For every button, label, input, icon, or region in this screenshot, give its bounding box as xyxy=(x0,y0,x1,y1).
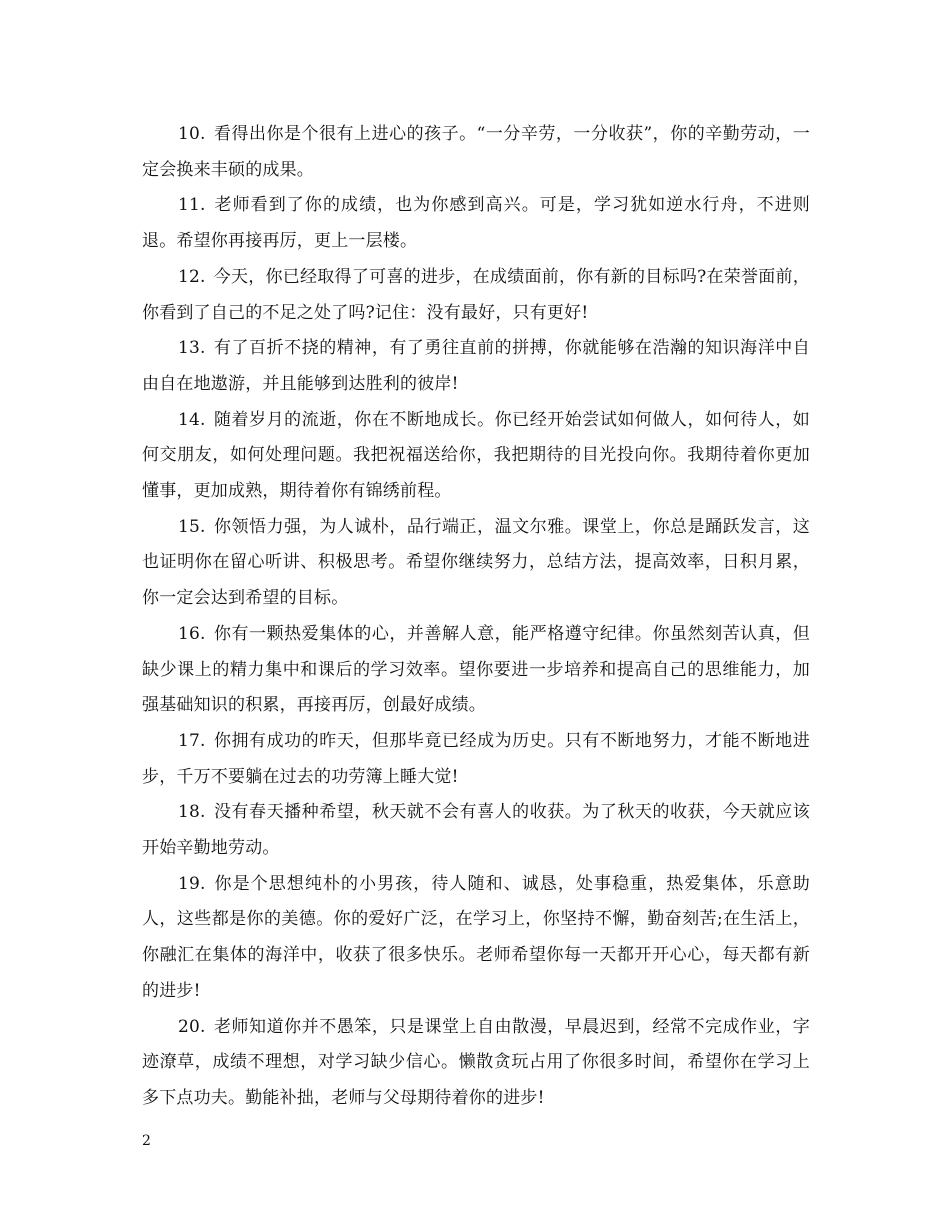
paragraph-number: 12. xyxy=(178,266,206,287)
paragraph-19 xyxy=(142,867,810,1010)
paragraph-number: 19. xyxy=(178,873,206,894)
paragraph-16 xyxy=(142,617,810,724)
paragraph-text: 看得出你是个很有上进心的孩子。“一分辛劳，一分收获”，你的辛勤劳动，一定会换来丰硕的成果。 xyxy=(142,124,810,180)
paragraph-text: 老师知道你并不愚笨，只是课堂上自由散漫，早晨迟到，经常不完成作业，字迹潦草，成绩不理想，对学习缺少信心。懒散贪玩占用了你很多时间，希望你在学习上多下点功夫。勤能补拙，老师与父母期待着你的进步! xyxy=(142,1016,810,1108)
document-body xyxy=(142,117,810,1117)
paragraph-number: 10. xyxy=(178,124,206,144)
paragraph-text: 你领悟力强，为人诚朴，品行端正，温文尔雅。课堂上，你总是踊跃发言，这也证明你在留心听讲、积极思考。希望你继续努力，总结方法，提高效率，日积月累，你一定会达到希望的目标。 xyxy=(142,516,810,609)
paragraph-12 xyxy=(142,260,810,331)
paragraph-number: 13. xyxy=(178,338,206,359)
paragraph-text: 随着岁月的流逝，你在不断地成长。你已经开始尝试如何做人，如何待人，如何交朋友，如何处理问题。我把祝福送给你，我把期待的目光投向你。我期待着你更加懂事，更加成熟，期待着你有锦绣前程。 xyxy=(142,409,810,502)
paragraph-number: 18. xyxy=(178,802,206,823)
paragraph-14 xyxy=(142,403,810,510)
paragraph-13 xyxy=(142,331,810,402)
paragraph-10 xyxy=(142,117,810,188)
paragraph-number: 20. xyxy=(178,1016,206,1037)
paragraph-15 xyxy=(142,510,810,617)
paragraph-number: 11. xyxy=(178,195,206,216)
paragraph-text: 你拥有成功的昨天，但那毕竟已经成为历史。只有不断地努力，才能不断地进步，千万不要躺在过去的功劳簿上睡大觉! xyxy=(142,730,810,787)
paragraph-number: 14. xyxy=(178,409,206,430)
paragraph-20 xyxy=(142,1010,810,1117)
paragraph-text: 你有一颗热爱集体的心，并善解人意，能严格遵守纪律。你虽然刻苦认真，但缺少课上的精力集中和课后的学习效率。望你要进一步培养和提高自己的思维能力，加强基础知识的积累，再接再厉，创最好成绩。 xyxy=(142,623,810,716)
paragraph-17 xyxy=(142,724,810,795)
paragraph-text: 今天，你已经取得了可喜的进步，在成绩面前，你有新的目标吗?在荣誉面前，你看到了自己的不足之处了吗?记住：没有最好，只有更好! xyxy=(142,266,810,323)
paragraph-18 xyxy=(142,795,810,866)
page-number: 2 xyxy=(142,1133,151,1149)
paragraph-text: 老师看到了你的成绩，也为你感到高兴。可是，学习犹如逆水行舟，不进则退。希望你再接再厉，更上一层楼。 xyxy=(142,195,810,252)
paragraph-number: 16. xyxy=(178,623,206,644)
paragraph-text: 你是个思想纯朴的小男孩，待人随和、诚恳，处事稳重，热爱集体，乐意助人，这些都是你的美德。你的爱好广泛，在学习上，你坚持不懈，勤奋刻苦;在生活上，你融汇在集体的海洋中，收获了很多快乐。老师希望你每一天都开开心心，每天都有新的进步! xyxy=(142,873,810,1001)
paragraph-text: 有了百折不挠的精神，有了勇往直前的拼搏，你就能够在浩瀚的知识海洋中自由自在地遨游，并且能够到达胜利的彼岸! xyxy=(142,338,810,394)
paragraph-text: 没有春天播种希望，秋天就不会有喜人的收获。为了秋天的收获，今天就应该开始辛勤地劳动。 xyxy=(142,802,810,859)
paragraph-number: 17. xyxy=(178,730,206,751)
paragraph-number: 15. xyxy=(178,516,206,537)
paragraph-11 xyxy=(142,188,810,259)
